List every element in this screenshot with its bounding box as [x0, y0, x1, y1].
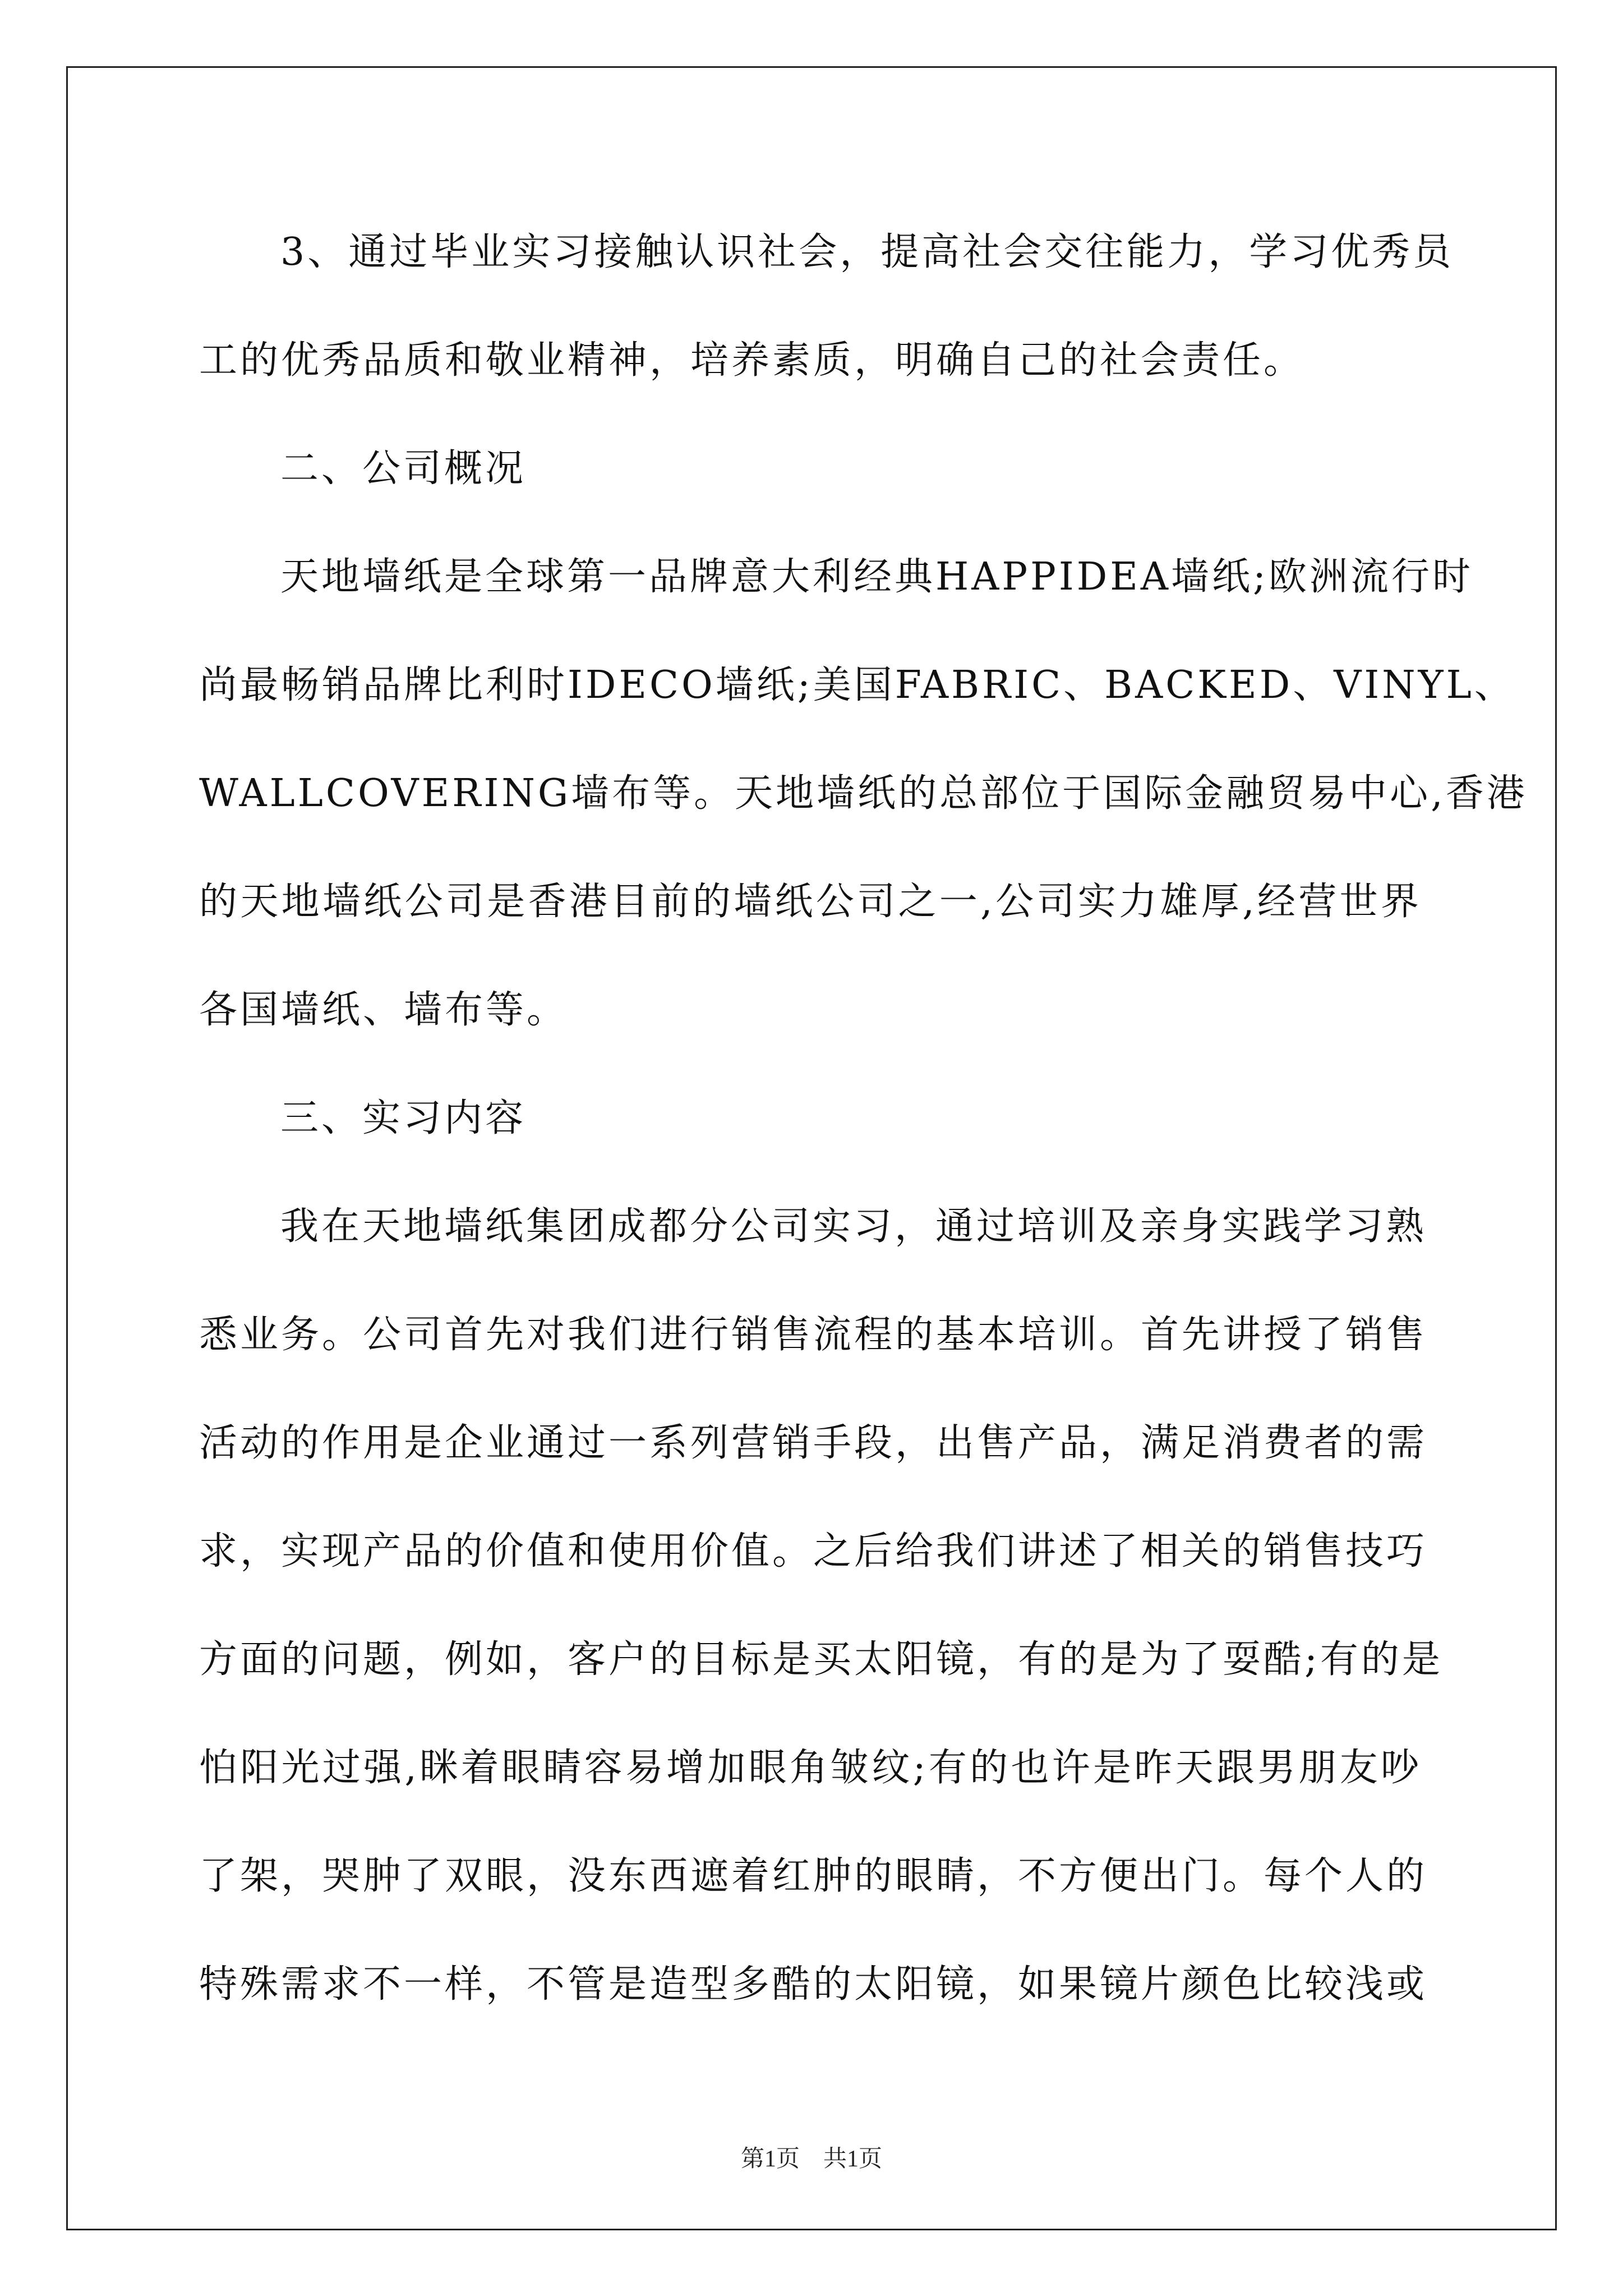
- paragraph-line: 的天地墙纸公司是香港目前的墙纸公司之一,公司实力雄厚,经营世界: [199, 880, 1422, 924]
- section-heading: 三、实习内容: [280, 1096, 527, 1140]
- page-number-footer: 第1页 共1页: [740, 2146, 882, 2172]
- paragraph-line: 了架，哭肿了双眼，没东西遮着红肿的眼睛，不方便出门。每个人的: [199, 1854, 1428, 1898]
- paragraph-line: WALLCOVERING墙布等。天地墙纸的总部位于国际金融贸易中心,香港: [199, 771, 1528, 816]
- paragraph-line: 3、通过毕业实习接触认识社会，提高社会交往能力，学习优秀员: [280, 230, 1454, 274]
- paragraph-line: 怕阳光过强,眯着眼睛容易增加眼角皱纹;有的也许是昨天跟男朋友吵: [199, 1746, 1422, 1790]
- paragraph-line: 工的优秀品质和敬业精神，培养素质，明确自己的社会责任。: [199, 338, 1305, 383]
- document-body: [199, 219, 1528, 2059]
- paragraph-line: 天地墙纸是全球第一品牌意大利经典HAPPIDEA墙纸;欧洲流行时: [280, 555, 1473, 599]
- paragraph-line: 我在天地墙纸集团成都分公司实习，通过培训及亲身实践学习熟: [280, 1204, 1427, 1249]
- paragraph-line: 各国墙纸、墙布等。: [199, 988, 568, 1032]
- paragraph-line: 尚最畅销品牌比利时IDECO墙纸;美国FABRIC、BACKED、VINYL、: [199, 663, 1515, 707]
- paragraph-line: 方面的问题，例如，客户的目标是买太阳镜，有的是为了耍酷;有的是: [199, 1637, 1443, 1682]
- paragraph-line: 特殊需求不一样，不管是造型多酷的太阳镜，如果镜片颜色比较浅或: [199, 1962, 1428, 2007]
- paragraph-line: 悉业务。公司首先对我们进行销售流程的基本培训。首先讲授了销售: [199, 1313, 1428, 1357]
- paragraph-line: 求，实现产品的价值和使用价值。之后给我们讲述了相关的销售技巧: [199, 1529, 1428, 1573]
- section-heading: 二、公司概况: [280, 447, 527, 491]
- paragraph-line: 活动的作用是企业通过一系列营销手段，出售产品，满足消费者的需: [199, 1421, 1428, 1465]
